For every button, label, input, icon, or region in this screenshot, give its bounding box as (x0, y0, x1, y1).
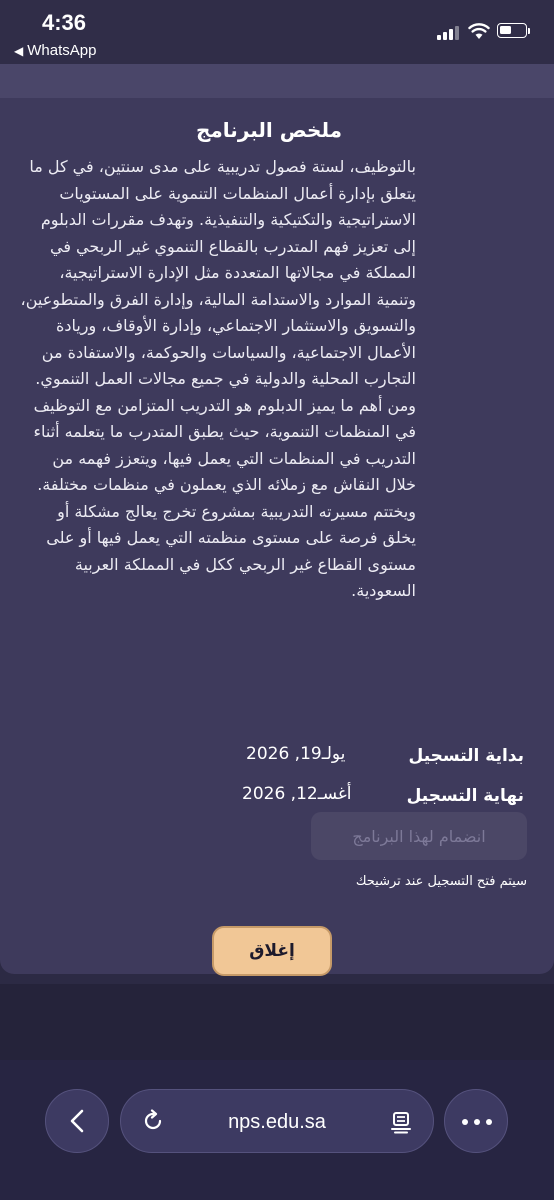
registration-start-label: بداية التسجيل (408, 746, 524, 766)
summary-text: بالتوظيف، لستة فصول تدريبية على مدى سنتين، في كل ما يتعلق بإدارة أعمال المنظمات التنموية على المستويات الاستراتيجية والتكتيكية والتنفيذية. وتهدف مقررات الدبلوم إلى تعزيز فهم المتدرب بالقطاع التنموي غير الربحي في المملكة في مجالاتها المتعددة مثل الإدارة الاستراتيجية، وتنمية الموارد والاستدامة المالية، وإدارة الفرق والمتطوعين، والتسويق والاستثمار الاجتماعي، وإدارة الأوقاف، وريادة الأعمال الاجتماعية، والسياسات والحوكمة، والاستفادة من التجارب المحلية والدولية في جميع مجالات العمل التنموي. ومن أهم ما يميز الدبلوم هو التدريب المتزامن مع التوظيف في المنظمات التنموية، حيث يطبق المتدرب ما يتعلمه أثناء التدريب في المنظمات التي يعمل فيها، ويتعزز فهمه من خلال النقاش مع زملائه الذي يعملون في منظمات مختلفة. ويختتم مسيرته التدريبية بمشروع تخرج يعالج مشكلة أو يخلق فرصة على مستوى منظمته التي يعمل فيها أو على مستوى القطاع غير الربحي ككل في المملكة العربية السعودية. (20, 157, 416, 600)
back-app-label: WhatsApp (27, 42, 97, 59)
join-program-button[interactable]: انضمام لهذا البرنامج (311, 812, 527, 860)
cellular-signal-icon (437, 26, 461, 40)
url-text: nps.edu.sa (228, 1111, 326, 1133)
more-icon (461, 1118, 493, 1126)
more-button[interactable] (444, 1089, 508, 1153)
registration-end-value: أغسـ12, 2026 (242, 784, 352, 804)
address-bar[interactable] (120, 1089, 434, 1153)
battery-tip (528, 28, 530, 34)
back-triangle-icon: ◀ (14, 44, 24, 58)
wifi-icon (468, 22, 490, 40)
registration-end-label: نهاية التسجيل (406, 786, 524, 806)
back-button[interactable] (45, 1089, 109, 1153)
status-time: 4:36 (42, 10, 87, 35)
status-bar (0, 0, 554, 64)
battery-icon (497, 23, 527, 38)
registration-note: سيتم فتح التسجيل عند ترشيحك (355, 874, 527, 889)
back-to-app-link[interactable] (14, 42, 96, 59)
summary-title: ملخص البرنامج (196, 118, 342, 142)
close-button[interactable]: إغلاق (212, 926, 332, 976)
modal-top-strip (0, 64, 554, 98)
back-arrow-icon (66, 1108, 90, 1134)
reader-icon[interactable] (389, 1110, 413, 1134)
registration-start-value: يولـ19, 2026 (246, 744, 346, 764)
